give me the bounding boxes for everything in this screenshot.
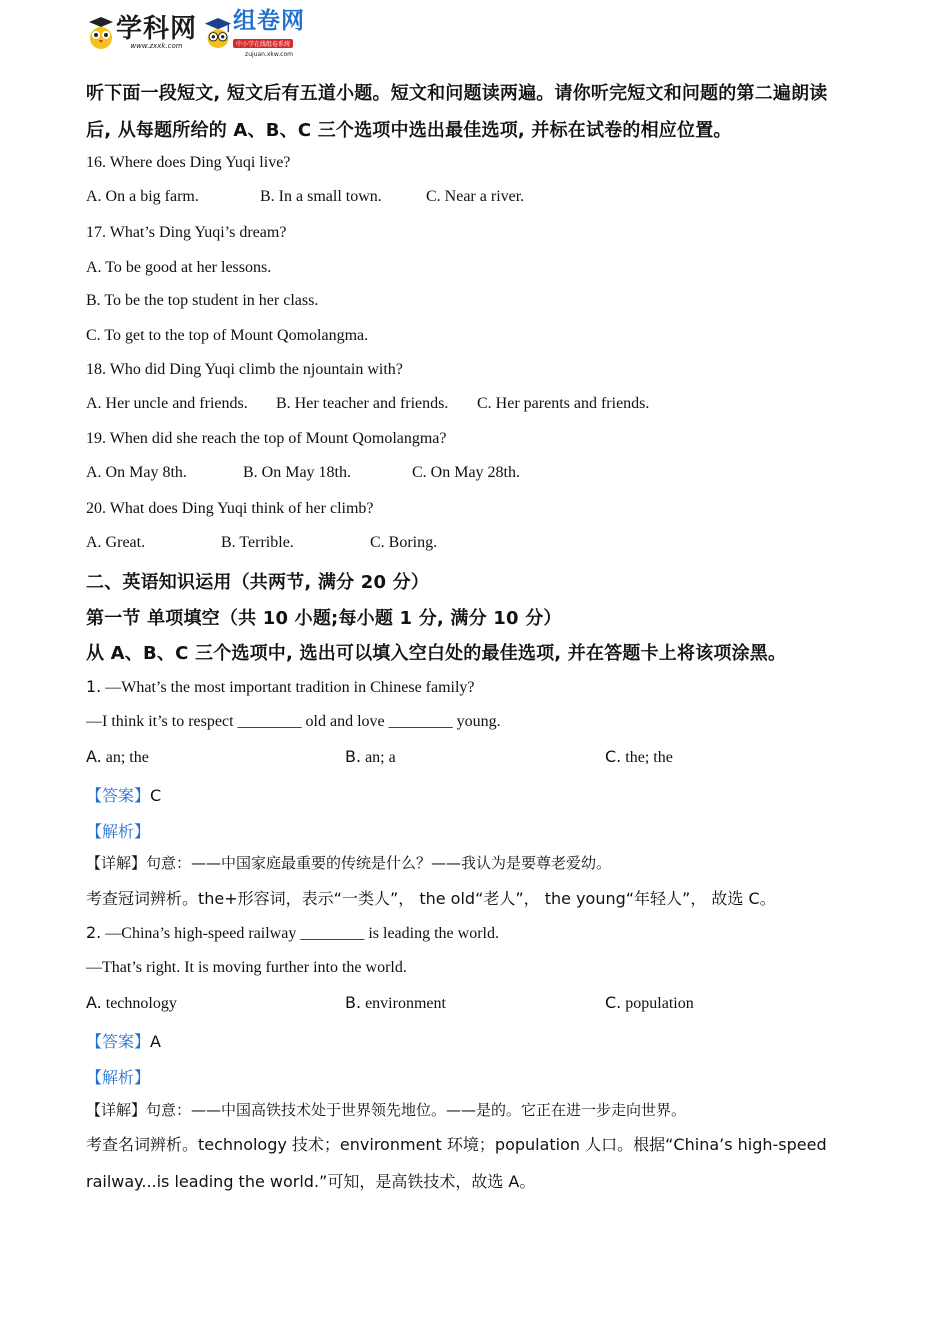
question-16-option-c: C. Near a river. (426, 188, 525, 205)
question-18-option-a: A. Her uncle and friends. (86, 395, 248, 412)
item-1-option-c-letter: C. (605, 747, 622, 766)
item-1-detail-text: 句意：——中国家庭最重要的传统是什么？——我认为是要尊老爱幼。 (146, 854, 612, 872)
item-1-option-a-letter: A. (86, 747, 102, 766)
section-2-subtitle: 第一节 单项填空（共 10 小题;每小题 1 分, 满分 10 分） (86, 608, 562, 629)
question-19: 19. When did she reach the top of Mount Qomolangma? (86, 430, 447, 447)
question-17-option-c: C. To get to the top of Mount Qomolangma. (86, 327, 369, 344)
listening-instruction-line1: 听下面一段短文, 短文后有五道小题。短文和问题读两遍。请你听完短文和问题的第二遍朗读 (86, 83, 828, 104)
question-18-option-b: B. Her teacher and friends. (276, 395, 449, 412)
question-16-option-b: B. In a small town. (260, 188, 382, 205)
xueke-logo-url: www.zxxk.com (130, 42, 183, 50)
item-1-analysis-label: 【解析】 (86, 822, 151, 841)
question-20-option-a: A. Great. (86, 534, 146, 551)
owl-mascot-icon (86, 16, 116, 50)
item-2-option-c (605, 993, 694, 1013)
question-16: 16. Where does Ding Yuqi live? (86, 154, 291, 171)
question-20-option-c: C. Boring. (370, 534, 438, 551)
item-1-option-c (605, 747, 673, 767)
item-2-explanation-line2: railway...is leading the world.”可知，是高铁技术，故选 A。 (86, 1172, 536, 1191)
question-18-option-c: C. Her parents and friends. (477, 395, 650, 412)
item-1-line2: —I think it’s to respect ________ old and love ________ young. (86, 713, 501, 730)
item-2-option-a (86, 993, 177, 1013)
zujuan-logo-url: zujuan.xkw.com (245, 50, 293, 58)
owl-graduate-icon (203, 16, 233, 50)
item-1-option-a-text: an; the (105, 749, 149, 766)
item-2-number: 2. (86, 923, 102, 942)
item-2-line2: —That’s right. It is moving further into the world. (86, 959, 407, 976)
item-2-option-b-text: environment (365, 995, 446, 1012)
question-16-option-a: A. On a big farm. (86, 188, 199, 205)
section-2-instruction: 从 A、B、C 三个选项中, 选出可以填入空白处的最佳选项, 并在答题卡上将该项涂黑。 (86, 643, 787, 664)
item-2-question (86, 923, 499, 943)
item-1-detail-label: 【详解】 (86, 854, 147, 872)
question-20-option-b: B. Terrible. (221, 534, 294, 551)
item-2-option-c-letter: C. (605, 993, 622, 1012)
question-19-option-b: B. On May 18th. (243, 464, 351, 481)
listening-instruction-line2: 后, 从每题所给的 A、B、C 三个选项中选出最佳选项, 并标在试卷的相应位置。 (86, 120, 732, 141)
item-1-answer-label: 【答案】 (86, 786, 151, 805)
question-20: 20. What does Ding Yuqi think of her climb? (86, 500, 374, 517)
item-1-option-a (86, 747, 149, 767)
item-2-option-a-text: technology (105, 995, 177, 1012)
question-19-option-a: A. On May 8th. (86, 464, 187, 481)
item-1-number: 1. (86, 677, 102, 696)
item-2-answer-label: 【答案】 (86, 1032, 151, 1051)
item-1-option-b-text: an; a (365, 749, 396, 766)
item-1-question (86, 677, 475, 697)
item-2-option-c-text: population (625, 995, 694, 1012)
question-17-option-a: A. To be good at her lessons. (86, 259, 272, 276)
item-1-line1: —What’s the most important tradition in Chinese family? (105, 679, 475, 696)
item-1-explanation: 考查冠词辨析。the+形容词，表示“一类人”， the old“老人”， the young“年轻人”， 故选 C。 (86, 889, 776, 908)
xueke-logo[interactable] (86, 16, 197, 50)
item-1-option-b-letter: B. (345, 747, 362, 766)
item-2-option-b-letter: B. (345, 993, 362, 1012)
item-1-option-c-text: the; the (625, 749, 673, 766)
header-logos (86, 7, 311, 58)
item-2-option-a-letter: A. (86, 993, 102, 1012)
zujuan-logo-text: 组卷网 (233, 7, 306, 34)
item-1-answer-value: C (150, 786, 162, 805)
item-1-option-b (345, 747, 396, 767)
item-2-answer (86, 1029, 161, 1052)
item-2-answer-value: A (150, 1032, 161, 1051)
question-18: 18. Who did Ding Yuqi climb the njountain with? (86, 361, 403, 378)
zujuan-logo[interactable] (203, 9, 305, 58)
item-2-line1: —China’s high-speed railway ________ is leading the world. (105, 925, 499, 942)
item-1-answer (86, 783, 161, 806)
question-19-option-c: C. On May 28th. (412, 464, 520, 481)
zujuan-logo-tag: 中小学在线组卷系统 (233, 39, 293, 48)
question-17-option-b: B. To be the top student in her class. (86, 292, 319, 309)
item-1-detail (86, 852, 611, 873)
section-2-title: 二、英语知识运用（共两节, 满分 20 分） (86, 572, 430, 593)
item-2-detail (86, 1099, 686, 1120)
question-17: 17. What’s Ding Yuqi’s dream? (86, 224, 287, 241)
item-2-option-b (345, 993, 446, 1013)
item-2-detail-text: 句意：——中国高铁技术处于世界领先地位。——是的。它正在进一步走向世界。 (146, 1101, 687, 1119)
item-2-analysis-label: 【解析】 (86, 1068, 151, 1087)
xueke-logo-text: 学科网 (116, 14, 198, 44)
item-2-explanation-line1: 考查名词辨析。technology 技术；environment 环境；population 人口。根据“China’s high-speed (86, 1135, 827, 1154)
item-2-detail-label: 【详解】 (86, 1101, 147, 1119)
